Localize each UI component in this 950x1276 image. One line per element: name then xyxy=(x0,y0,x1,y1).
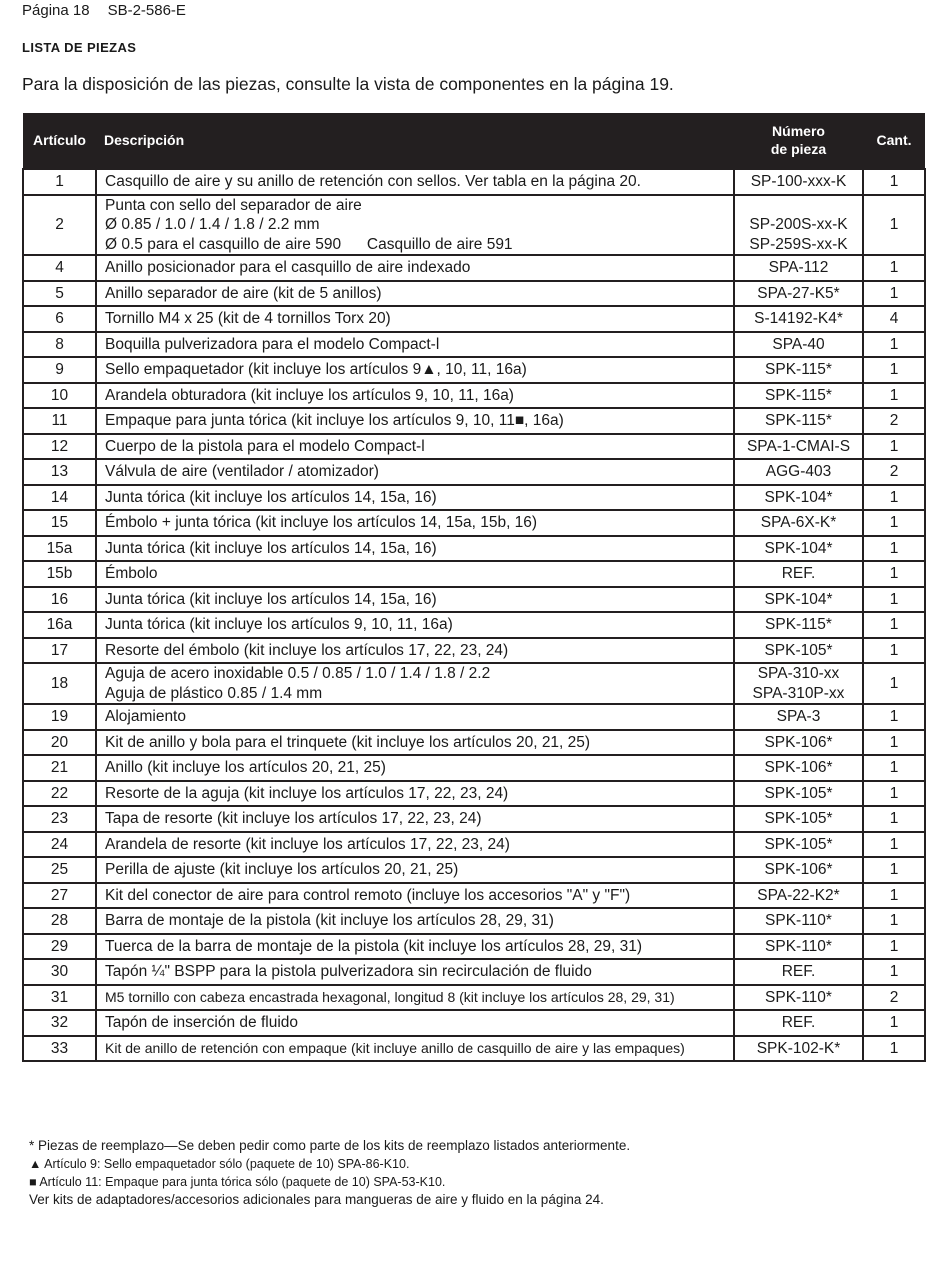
description-line: Válvula de aire (ventilador / atomizador) xyxy=(105,463,379,480)
part-number xyxy=(734,1036,863,1062)
table-row xyxy=(23,306,925,332)
table-row xyxy=(23,510,925,536)
description-line: Tapón ¼" BSPP para la pistola pulverizadora sin recirculación de fluido xyxy=(105,963,592,980)
table-row xyxy=(23,781,925,807)
item-number: 15a xyxy=(23,536,96,562)
item-number: 9 xyxy=(23,357,96,383)
item-description xyxy=(96,704,734,730)
part-number-line: REF. xyxy=(781,565,816,582)
part-number-line: SPK-102-K* xyxy=(756,1039,841,1057)
note-item-11: ■ Artículo 11: Empaque para junta tórica sólo (paquete de 10) SPA-53-K10. xyxy=(29,1175,446,1189)
description-line: Resorte de la aguja (kit incluye los artículos 17, 22, 23, 24) xyxy=(105,784,509,802)
item-number: 28 xyxy=(23,908,96,934)
description-line: Arandela obturadora (kit incluye los artículos 9, 10, 11, 16a) xyxy=(105,386,514,404)
item-description xyxy=(96,434,734,460)
description-line: Kit de anillo y bola para el trinquete (kit incluye los artículos 20, 21, 25) xyxy=(105,733,591,751)
table-row xyxy=(23,908,925,934)
part-number-line: SPK-106* xyxy=(764,759,833,776)
item-number: 11 xyxy=(23,408,96,434)
part-number-line: SPA-22-K2* xyxy=(757,886,840,904)
part-number-line: SPK-110* xyxy=(765,937,832,955)
item-number: 10 xyxy=(23,383,96,409)
item-number: 27 xyxy=(23,883,96,909)
table-row xyxy=(23,169,925,195)
note-replacement: * Piezas de reemplazo—Se deben pedir como parte de los kits de reemplazo listados anteriormente. xyxy=(29,1138,631,1153)
part-number-line: SPA-3 xyxy=(776,708,821,725)
item-description xyxy=(96,755,734,781)
item-number: 25 xyxy=(23,857,96,883)
description-line: Émbolo xyxy=(105,565,158,582)
part-number xyxy=(734,434,863,460)
part-number xyxy=(734,169,863,195)
part-number-line: SPA-6X-K* xyxy=(760,514,837,531)
quantity: 1 xyxy=(863,255,925,281)
part-number xyxy=(734,255,863,281)
description-line: Junta tórica (kit incluye los artículos 14, 15a, 16) xyxy=(105,539,437,557)
header-part-number-line2: de pieza xyxy=(770,140,827,157)
quantity: 1 xyxy=(863,730,925,756)
item-number: 20 xyxy=(23,730,96,756)
item-number: 1 xyxy=(23,169,96,195)
quantity: 4 xyxy=(863,306,925,332)
part-number-line: SPK-105* xyxy=(764,810,833,827)
quantity: 1 xyxy=(863,663,925,704)
part-number xyxy=(734,357,863,383)
table-row xyxy=(23,755,925,781)
part-number xyxy=(734,704,863,730)
description-line: Aguja de acero inoxidable 0.5 / 0.85 / 1.0 / 1.4 / 1.8 / 2.2 xyxy=(105,665,491,682)
parts-table xyxy=(22,113,926,1062)
header-item: Artículo xyxy=(23,113,96,169)
description-line: Boquilla pulverizadora para el modelo Compact-l xyxy=(105,335,440,353)
part-number xyxy=(734,908,863,934)
part-number-line: SPA-27-K5* xyxy=(757,284,840,302)
part-number-line: SPK-115* xyxy=(765,361,832,378)
part-number xyxy=(734,755,863,781)
item-description xyxy=(96,195,734,256)
quantity: 1 xyxy=(863,612,925,638)
part-number-line: SP-100-xxx-K xyxy=(750,173,847,190)
description-line: Junta tórica (kit incluye los artículos 14, 15a, 16) xyxy=(105,590,437,608)
description-line: M5 tornillo con cabeza encastrada hexagonal, longitud 8 (kit incluye los artículos 28, 29, 31) xyxy=(105,988,675,1005)
table-row xyxy=(23,832,925,858)
item-description xyxy=(96,383,734,409)
item-description xyxy=(96,985,734,1011)
part-number xyxy=(734,959,863,985)
part-number xyxy=(734,195,863,256)
item-description xyxy=(96,536,734,562)
note-adapters: Ver kits de adaptadores/accesorios adicionales para mangueras de aire y fluido en la página 24. xyxy=(29,1192,604,1207)
part-number-line: SPK-106* xyxy=(764,861,833,878)
description-line: Tornillo M4 x 25 (kit de 4 tornillos Torx 20) xyxy=(105,310,391,327)
item-number: 33 xyxy=(23,1036,96,1062)
quantity: 1 xyxy=(863,561,925,587)
description-line: Tuerca de la barra de montaje de la pistola (kit incluye los artículos 28, 29, 31) xyxy=(105,937,643,955)
description-line: Ø 0.85 / 1.0 / 1.4 / 1.8 / 2.2 mm xyxy=(105,216,320,233)
quantity: 1 xyxy=(863,357,925,383)
quantity: 1 xyxy=(863,806,925,832)
description-line: Tapa de resorte (kit incluye los artículos 17, 22, 23, 24) xyxy=(105,810,482,827)
document-code: SB-2-586-E xyxy=(107,2,186,19)
part-number xyxy=(734,857,863,883)
item-number: 4 xyxy=(23,255,96,281)
quantity: 1 xyxy=(863,281,925,307)
description-line: Punta con sello del separador de aire xyxy=(105,196,362,214)
item-description xyxy=(96,587,734,613)
part-number xyxy=(734,832,863,858)
table-row xyxy=(23,663,925,704)
part-number xyxy=(734,638,863,664)
part-number-line: SPA-112 xyxy=(768,259,829,276)
table-row xyxy=(23,434,925,460)
part-number-line: SPK-104* xyxy=(764,590,833,608)
item-number: 15 xyxy=(23,510,96,536)
part-number-line: SPA-40 xyxy=(772,335,825,353)
quantity: 1 xyxy=(863,1010,925,1036)
part-number-line: S-14192-K4* xyxy=(754,310,843,327)
description-line: Arandela de resorte (kit incluye los artículos 17, 22, 23, 24) xyxy=(105,835,510,853)
description-line: Junta tórica (kit incluye los artículos 9, 10, 11, 16a) xyxy=(105,616,453,633)
part-number xyxy=(734,383,863,409)
item-number: 5 xyxy=(23,281,96,307)
quantity: 1 xyxy=(863,332,925,358)
part-number-line: SPK-104* xyxy=(764,539,833,557)
table-row xyxy=(23,459,925,485)
part-number-line: SPK-104* xyxy=(764,488,833,506)
item-description xyxy=(96,908,734,934)
part-number-line: SPK-110* xyxy=(765,988,832,1006)
item-description xyxy=(96,934,734,960)
section-title: LISTA DE PIEZAS xyxy=(22,40,137,55)
description-line: Kit de anillo de retención con empaque (kit incluye anillo de casquillo de aire y las empaques) xyxy=(105,1039,685,1056)
table-row xyxy=(23,806,925,832)
quantity: 2 xyxy=(863,985,925,1011)
item-description xyxy=(96,781,734,807)
quantity: 2 xyxy=(863,408,925,434)
part-number-line: REF. xyxy=(781,963,816,980)
table-row xyxy=(23,1010,925,1036)
item-number: 24 xyxy=(23,832,96,858)
item-description xyxy=(96,612,734,638)
part-number xyxy=(734,612,863,638)
table-row xyxy=(23,383,925,409)
part-number-line: SPK-105* xyxy=(764,835,833,853)
item-description xyxy=(96,730,734,756)
part-number-line: SPK-105* xyxy=(764,641,833,659)
quantity: 1 xyxy=(863,755,925,781)
item-description xyxy=(96,806,734,832)
part-number-line: SPK-115* xyxy=(765,386,832,404)
item-number: 29 xyxy=(23,934,96,960)
intro-text: Para la disposición de las piezas, consulte la vista de componentes en la página 19. xyxy=(22,74,674,94)
item-number: 19 xyxy=(23,704,96,730)
quantity: 1 xyxy=(863,510,925,536)
item-description xyxy=(96,1036,734,1062)
quantity: 1 xyxy=(863,1036,925,1062)
table-row xyxy=(23,485,925,511)
table-row xyxy=(23,536,925,562)
part-number-line: SPK-115* xyxy=(765,412,832,429)
quantity: 1 xyxy=(863,638,925,664)
item-description xyxy=(96,169,734,195)
table-row xyxy=(23,612,925,638)
quantity: 1 xyxy=(863,536,925,562)
footnotes xyxy=(29,1137,630,1209)
table-row xyxy=(23,408,925,434)
quantity: 1 xyxy=(863,908,925,934)
item-description xyxy=(96,561,734,587)
table-row xyxy=(23,730,925,756)
part-number xyxy=(734,663,863,704)
item-number: 21 xyxy=(23,755,96,781)
item-description xyxy=(96,459,734,485)
table-row xyxy=(23,883,925,909)
table-row xyxy=(23,704,925,730)
description-line: Casquillo de aire y su anillo de retención con sellos. Ver tabla en la página 20. xyxy=(105,173,641,190)
table-row xyxy=(23,281,925,307)
item-description xyxy=(96,832,734,858)
part-number xyxy=(734,883,863,909)
quantity: 1 xyxy=(863,781,925,807)
description-line: Tapón de inserción de fluido xyxy=(105,1014,299,1031)
table-row xyxy=(23,255,925,281)
item-description xyxy=(96,510,734,536)
part-number-line: SPK-106* xyxy=(764,733,833,751)
item-number: 31 xyxy=(23,985,96,1011)
part-number-line: SPK-110* xyxy=(765,912,832,929)
quantity: 1 xyxy=(863,485,925,511)
table-row xyxy=(23,561,925,587)
item-description xyxy=(96,255,734,281)
item-number: 16 xyxy=(23,587,96,613)
part-number xyxy=(734,332,863,358)
description-line: Anillo (kit incluye los artículos 20, 21, 25) xyxy=(105,759,386,776)
description-line: Anillo separador de aire (kit de 5 anillos) xyxy=(105,284,382,302)
part-number xyxy=(734,781,863,807)
table-row xyxy=(23,959,925,985)
header-part-number-line1: Número xyxy=(772,123,825,139)
item-description xyxy=(96,306,734,332)
item-description xyxy=(96,332,734,358)
part-number xyxy=(734,985,863,1011)
item-description xyxy=(96,959,734,985)
item-description xyxy=(96,663,734,704)
part-number-line: SPK-105* xyxy=(764,784,833,802)
item-description xyxy=(96,408,734,434)
part-number-line: SPA-1-CMAI-S xyxy=(746,437,851,455)
item-description xyxy=(96,1010,734,1036)
part-number xyxy=(734,510,863,536)
part-number-line: SP-200S-xx-K xyxy=(749,216,848,233)
description-line: Empaque para junta tórica (kit incluye los artículos 9, 10, 11■, 16a) xyxy=(105,412,564,429)
part-number xyxy=(734,1010,863,1036)
item-number: 16a xyxy=(23,612,96,638)
item-description xyxy=(96,857,734,883)
part-number-line: AGG-403 xyxy=(765,463,832,480)
header-part-number xyxy=(734,113,863,169)
table-row xyxy=(23,638,925,664)
description-line: Resorte del émbolo (kit incluye los artículos 17, 22, 23, 24) xyxy=(105,641,509,659)
item-description xyxy=(96,638,734,664)
part-number xyxy=(734,485,863,511)
table-row xyxy=(23,1036,925,1062)
description-line: Sello empaquetador (kit incluye los artículos 9▲, 10, 11, 16a) xyxy=(105,361,527,378)
quantity: 1 xyxy=(863,959,925,985)
quantity: 1 xyxy=(863,704,925,730)
note-item-9: ▲ Artículo 9: Sello empaquetador sólo (paquete de 10) SPA-86-K10. xyxy=(29,1157,410,1171)
description-line: Aguja de plástico 0.85 / 1.4 mm xyxy=(105,684,323,702)
quantity: 1 xyxy=(863,934,925,960)
description-line: Kit del conector de aire para control remoto (incluye los accesorios "A" y "F") xyxy=(105,886,631,904)
part-number xyxy=(734,806,863,832)
part-number xyxy=(734,281,863,307)
page-header xyxy=(22,2,186,19)
description-line: Cuerpo de la pistola para el modelo Compact-l xyxy=(105,437,425,455)
item-description xyxy=(96,485,734,511)
part-number xyxy=(734,459,863,485)
description-line: Barra de montaje de la pistola (kit incluye los artículos 28, 29, 31) xyxy=(105,912,554,929)
table-header-row xyxy=(23,113,925,169)
item-number: 12 xyxy=(23,434,96,460)
quantity: 1 xyxy=(863,383,925,409)
item-number: 18 xyxy=(23,663,96,704)
part-number-line: SPA-310P-xx xyxy=(752,684,845,702)
description-line: Anillo posicionador para el casquillo de aire indexado xyxy=(105,259,471,276)
header-description: Descripción xyxy=(96,113,734,169)
item-number: 22 xyxy=(23,781,96,807)
part-number xyxy=(734,306,863,332)
quantity: 1 xyxy=(863,434,925,460)
part-number xyxy=(734,730,863,756)
quantity: 1 xyxy=(863,883,925,909)
table-row xyxy=(23,357,925,383)
table-row xyxy=(23,332,925,358)
description-line: Junta tórica (kit incluye los artículos 14, 15a, 16) xyxy=(105,488,437,506)
part-number-line: SPA-310-xx xyxy=(757,665,840,682)
header-quantity: Cant. xyxy=(863,113,925,169)
part-number xyxy=(734,408,863,434)
description-line: Alojamiento xyxy=(105,708,186,725)
quantity: 1 xyxy=(863,857,925,883)
table-row xyxy=(23,934,925,960)
page-number: Página 18 xyxy=(22,2,90,19)
quantity: 1 xyxy=(863,169,925,195)
item-number: 17 xyxy=(23,638,96,664)
item-number: 15b xyxy=(23,561,96,587)
quantity: 1 xyxy=(863,195,925,256)
item-description xyxy=(96,281,734,307)
part-number-line: SPK-115* xyxy=(765,616,832,633)
quantity: 2 xyxy=(863,459,925,485)
table-row xyxy=(23,587,925,613)
item-number: 23 xyxy=(23,806,96,832)
part-number xyxy=(734,536,863,562)
table-row xyxy=(23,195,925,256)
quantity: 1 xyxy=(863,832,925,858)
item-description xyxy=(96,357,734,383)
item-number: 14 xyxy=(23,485,96,511)
item-number: 8 xyxy=(23,332,96,358)
item-number: 13 xyxy=(23,459,96,485)
quantity: 1 xyxy=(863,587,925,613)
table-row xyxy=(23,857,925,883)
description-line: Ø 0.5 para el casquillo de aire 590 Casquillo de aire 591 xyxy=(105,235,513,253)
part-number-line: SP-259S-xx-K xyxy=(749,235,848,253)
table-row xyxy=(23,985,925,1011)
part-number xyxy=(734,561,863,587)
part-number xyxy=(734,934,863,960)
part-number-line: REF. xyxy=(781,1014,816,1031)
description-line: Perilla de ajuste (kit incluye los artículos 20, 21, 25) xyxy=(105,861,459,878)
item-description xyxy=(96,883,734,909)
description-line: Émbolo + junta tórica (kit incluye los artículos 14, 15a, 15b, 16) xyxy=(105,514,538,531)
item-number: 30 xyxy=(23,959,96,985)
item-number: 2 xyxy=(23,195,96,256)
item-number: 6 xyxy=(23,306,96,332)
part-number xyxy=(734,587,863,613)
item-number: 32 xyxy=(23,1010,96,1036)
